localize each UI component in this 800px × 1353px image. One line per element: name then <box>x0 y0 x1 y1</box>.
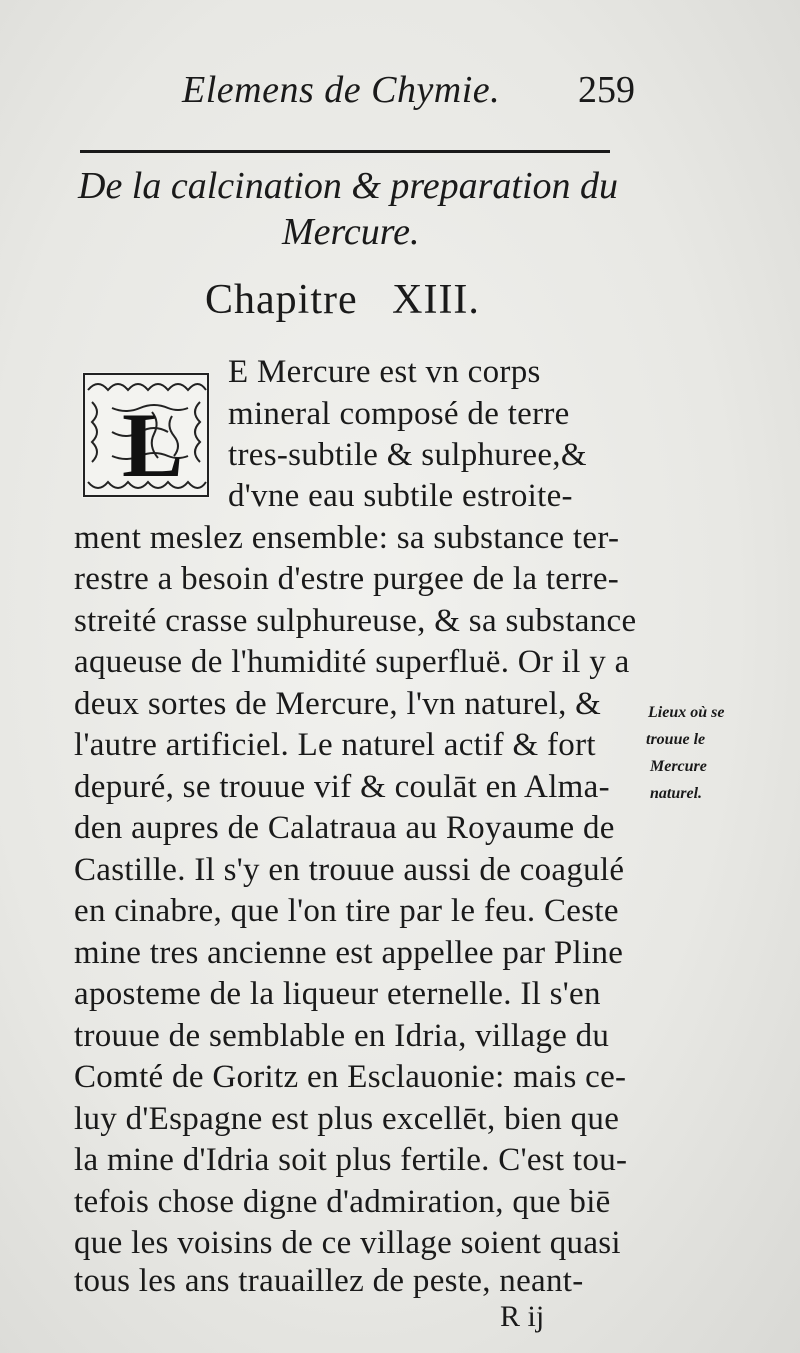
text-line: tefois chose digne d'admiration, que biē <box>74 1184 611 1220</box>
text-line: la mine d'Idria soit plus fertile. C'est tou- <box>74 1142 628 1178</box>
running-head-title: Elemens de Chymie. <box>182 69 501 111</box>
drop-cap-ornament <box>82 372 210 498</box>
section-heading-line-1: De la calcination & preparation du <box>78 165 619 207</box>
signature-mark: R ij <box>500 1300 545 1333</box>
text-line: den aupres de Calatraua au Royaume de <box>74 810 615 846</box>
text-line: en cinabre, que l'on tire par le feu. Ceste <box>74 893 619 929</box>
text-line: mineral composé de terre <box>228 396 570 432</box>
text-line: mine tres ancienne est appellee par Pline <box>74 935 624 971</box>
text-line: Comté de Goritz en Esclauonie: mais ce- <box>74 1059 627 1095</box>
drop-cap-letter: L <box>122 394 184 496</box>
margin-note-line: Mercure <box>650 758 707 775</box>
page-number: 259 <box>578 69 635 111</box>
text-line: tres-subtile & sulphuree,& <box>228 437 587 473</box>
text-line: streité crasse sulphureuse, & sa substance <box>74 603 637 639</box>
text-line: restre a besoin d'estre purgee de la terre- <box>74 561 620 597</box>
margin-note-line: naturel. <box>650 785 703 802</box>
margin-note-line: trouue le <box>646 731 706 748</box>
text-line: d'vne eau subtile estroite- <box>228 478 573 514</box>
header-rule <box>80 150 610 153</box>
text-line: ment meslez ensemble: sa substance ter- <box>74 520 620 556</box>
text-line: tous les ans trauaillez de peste, neant- <box>74 1263 584 1299</box>
text-line: trouue de semblable en Idria, village du <box>74 1018 610 1054</box>
chapter-title: Chapitre XIII. <box>205 277 480 323</box>
ornamental-drop-cap <box>82 372 210 498</box>
text-line: luy d'Espagne est plus excellēt, bien que <box>74 1101 620 1137</box>
text-line: l'autre artificiel. Le naturel actif & fort <box>74 727 596 763</box>
text-line: depuré, se trouue vif & coulāt en Alma- <box>74 769 610 805</box>
text-line: deux sortes de Mercure, l'vn naturel, & <box>74 686 602 722</box>
text-line: E Mercure est vn corps <box>228 354 541 390</box>
text-line: aposteme de la liqueur eternelle. Il s'en <box>74 976 601 1012</box>
section-heading-line-2: Mercure. <box>282 211 420 253</box>
text-line: aqueuse de l'humidité superfluë. Or il y a <box>74 644 630 680</box>
text-line: que les voisins de ce village soient quasi <box>74 1225 621 1261</box>
margin-note-line: Lieux où se <box>648 704 725 721</box>
running-head <box>0 62 800 122</box>
text-line: Castille. Il s'y en trouue aussi de coagulé <box>74 852 625 888</box>
